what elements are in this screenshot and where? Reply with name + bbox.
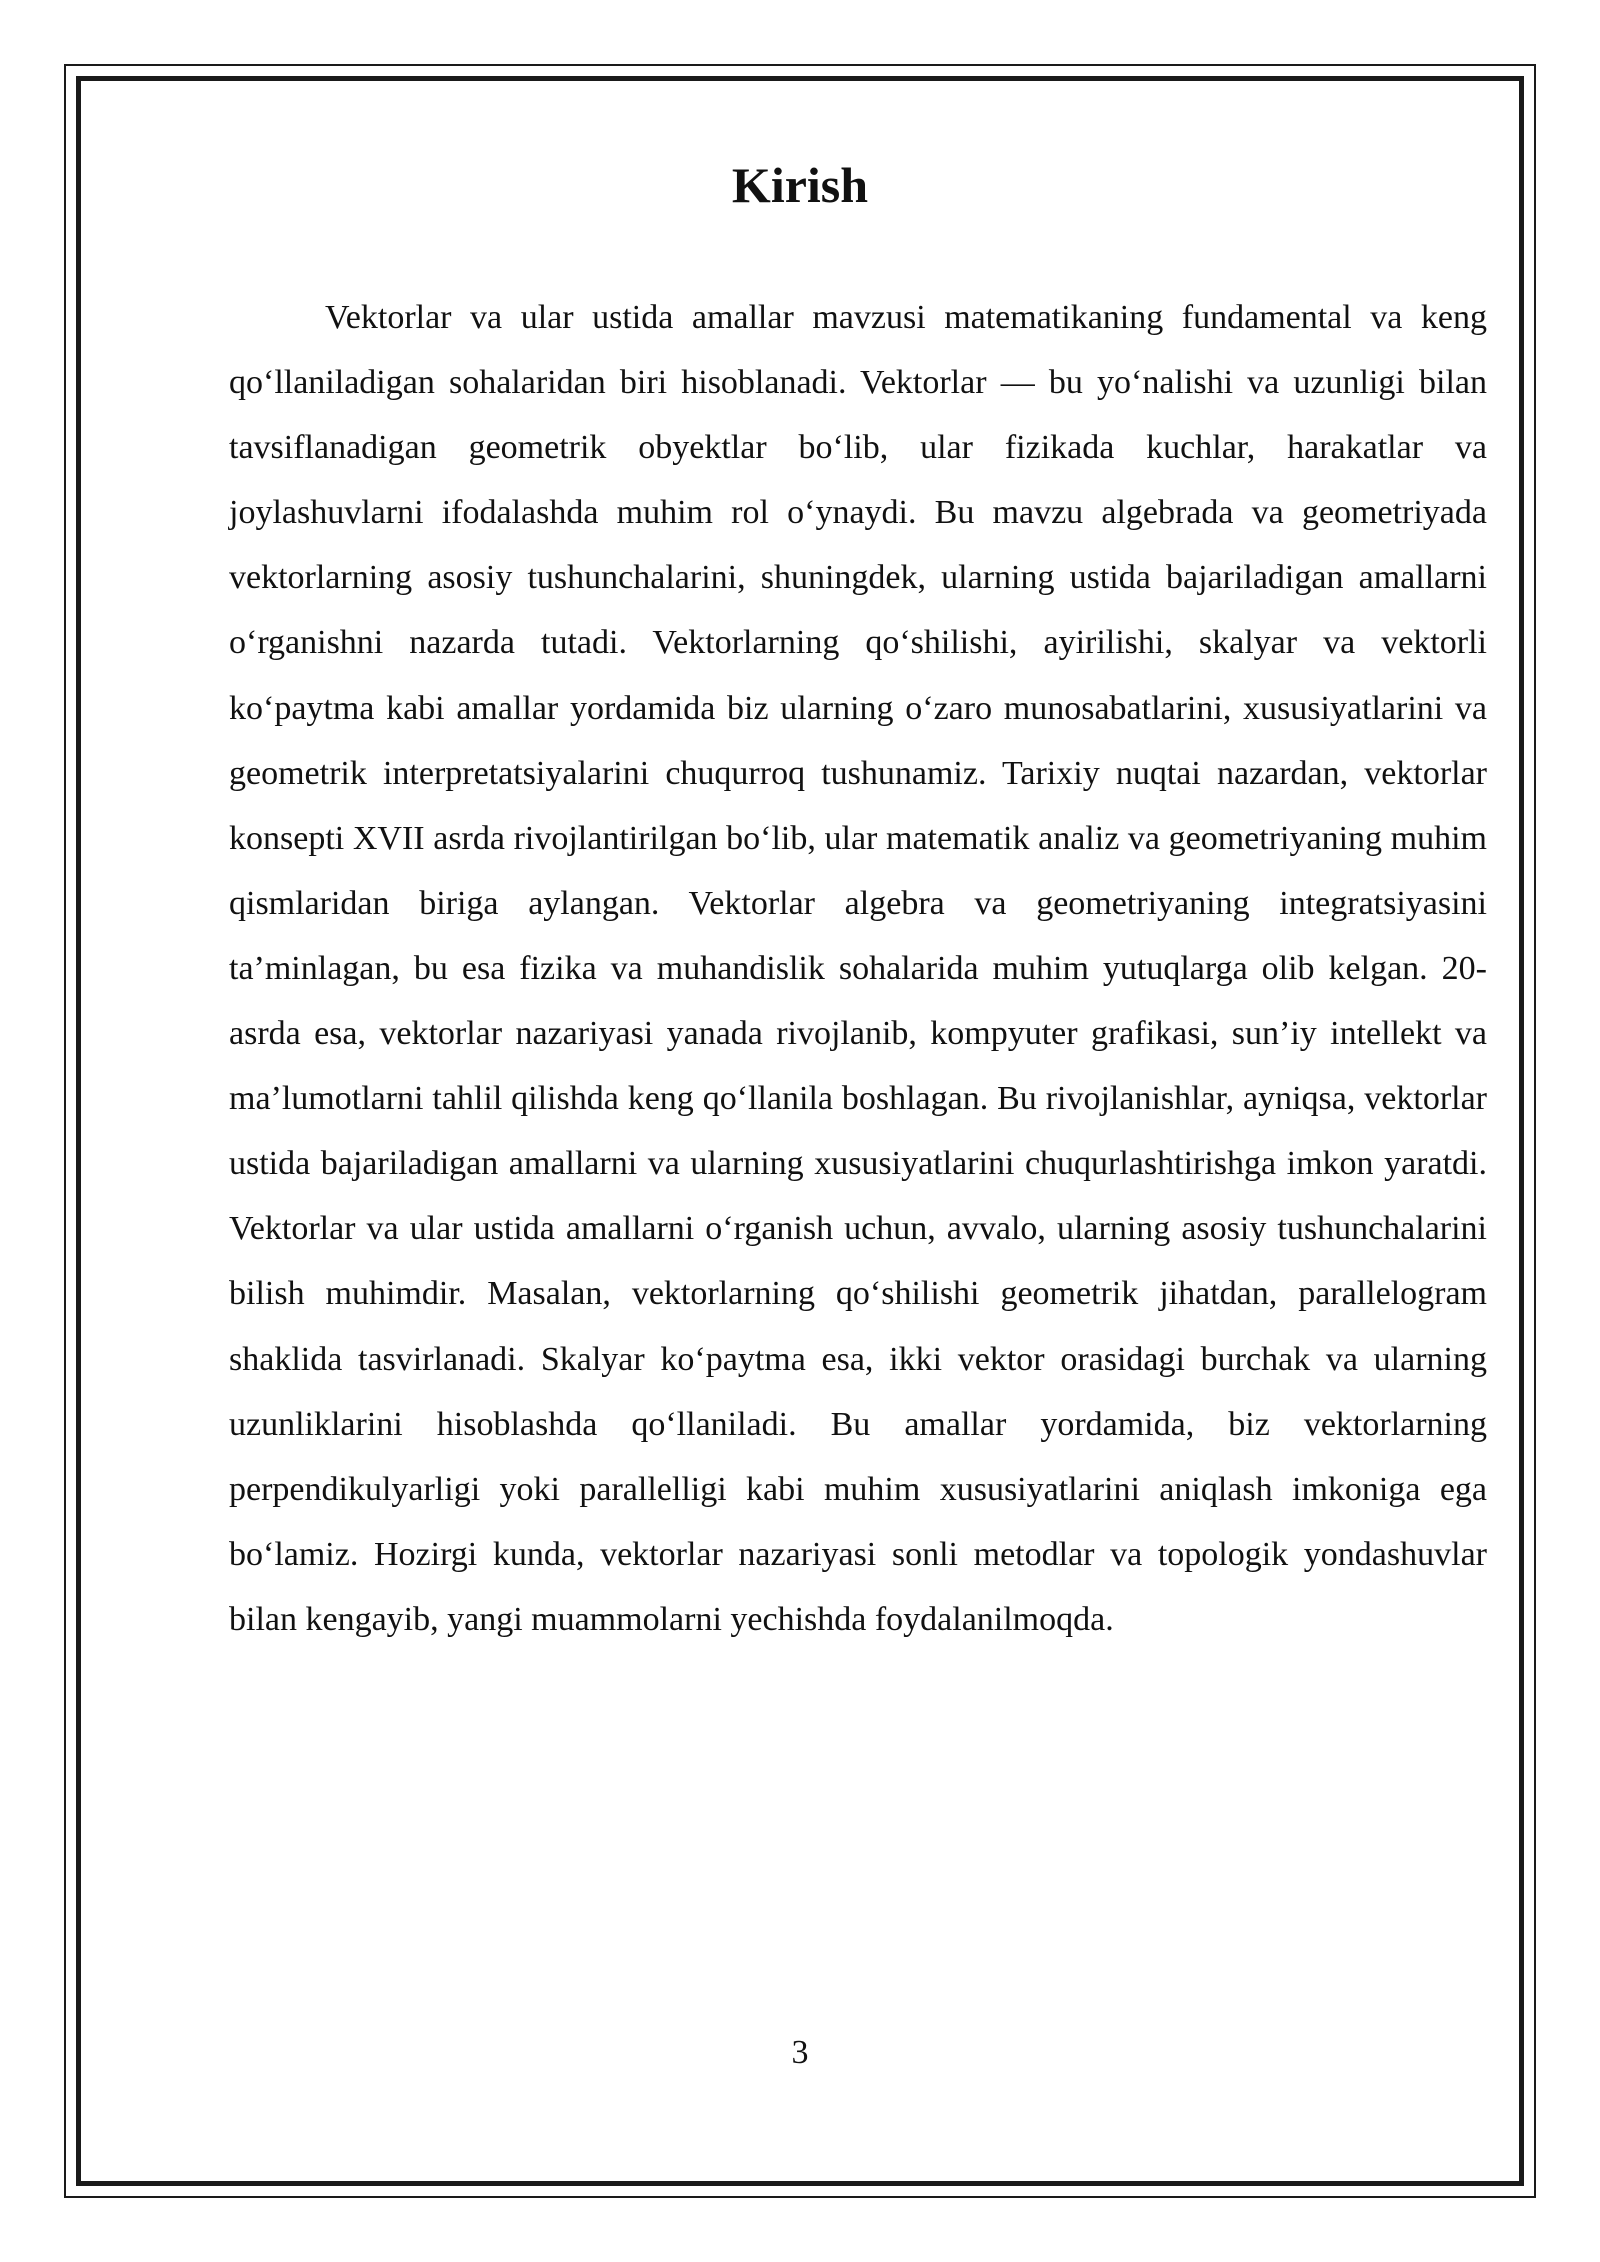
page-title: Kirish (731, 157, 869, 213)
page-number: 3 (791, 2034, 809, 2071)
body-paragraph: Vektorlar va ular ustida amallar mavzusi matematikaning fundamental va keng qo‘llaniladigan sohalaridan biri hisoblanadi. Vektorlar — bu yo‘nalishi va uzunligi bilan tavsiflanadigan geometrik obyektlar bo‘lib, ular fizikada kuchlar, harakatlar va joylashuvlarni ifodalashda muhim rol o‘ynaydi. Bu mavzu algebrada va geometriyada vektorlarning asosiy tushunchalarini, shuningdek, ularning ustida bajariladigan amallarni o‘rganishni nazarda tutadi. Vektorlarning qo‘shilishi, ayirilishi, skalyar va vektorli ko‘paytma kabi amallar yordamida biz ularning o‘zaro munosabatlarini, xususiyatlarini va geometrik interpretatsiyalarini chuqurroq tushunamiz. Tarixiy nuqtai nazardan, vektorlar konsepti XVII asrda rivojlantirilgan bo‘lib, ular matematik analiz va geometriyaning muhim qismlaridan biriga aylangan. Vektorlar algebra va geometriyaning integratsiyasini ta’minlagan, bu esa fizika va muhandislik sohalarida muhim yutuqlarga olib kelgan. 20-asrda esa, vektorlar nazariyasi yanada rivojlanib, kompyuter grafikasi, sun’iy intellekt va ma’lumotlarni tahlil qilishda keng qo‘llanila boshlagan. Bu rivojlanishlar, ayniqsa, vektorlar ustida bajariladigan amallarni va ularning xususiyatlarini chuqurlashtirishga imkon yaratdi. Vektorlar va ular ustida amallarni o‘rganish uchun, avvalo, ularning asosiy tushunchalarini bilish muhimdir. Masalan, vektorlarning qo‘shilishi geometrik jihatdan, parallelogram shaklida tasvirlanadi. Skalyar ko‘paytma esa, ikki vektor orasidagi burchak va ularning uzunliklarini hisoblashda qo‘llaniladi. Bu amallar yordamida, biz vektorlarning perpendikulyarligi yoki parallelligi kabi muhim xususiyatlarini aniqlash imkoniga ega bo‘lamiz. Hozirgi kunda, vektorlar nazariyasi sonli metodlar va topologik yondashuvlar bilan kengayib, yangi muammolarni yechishda foydalanilmoqda. (229, 299, 1487, 1638)
